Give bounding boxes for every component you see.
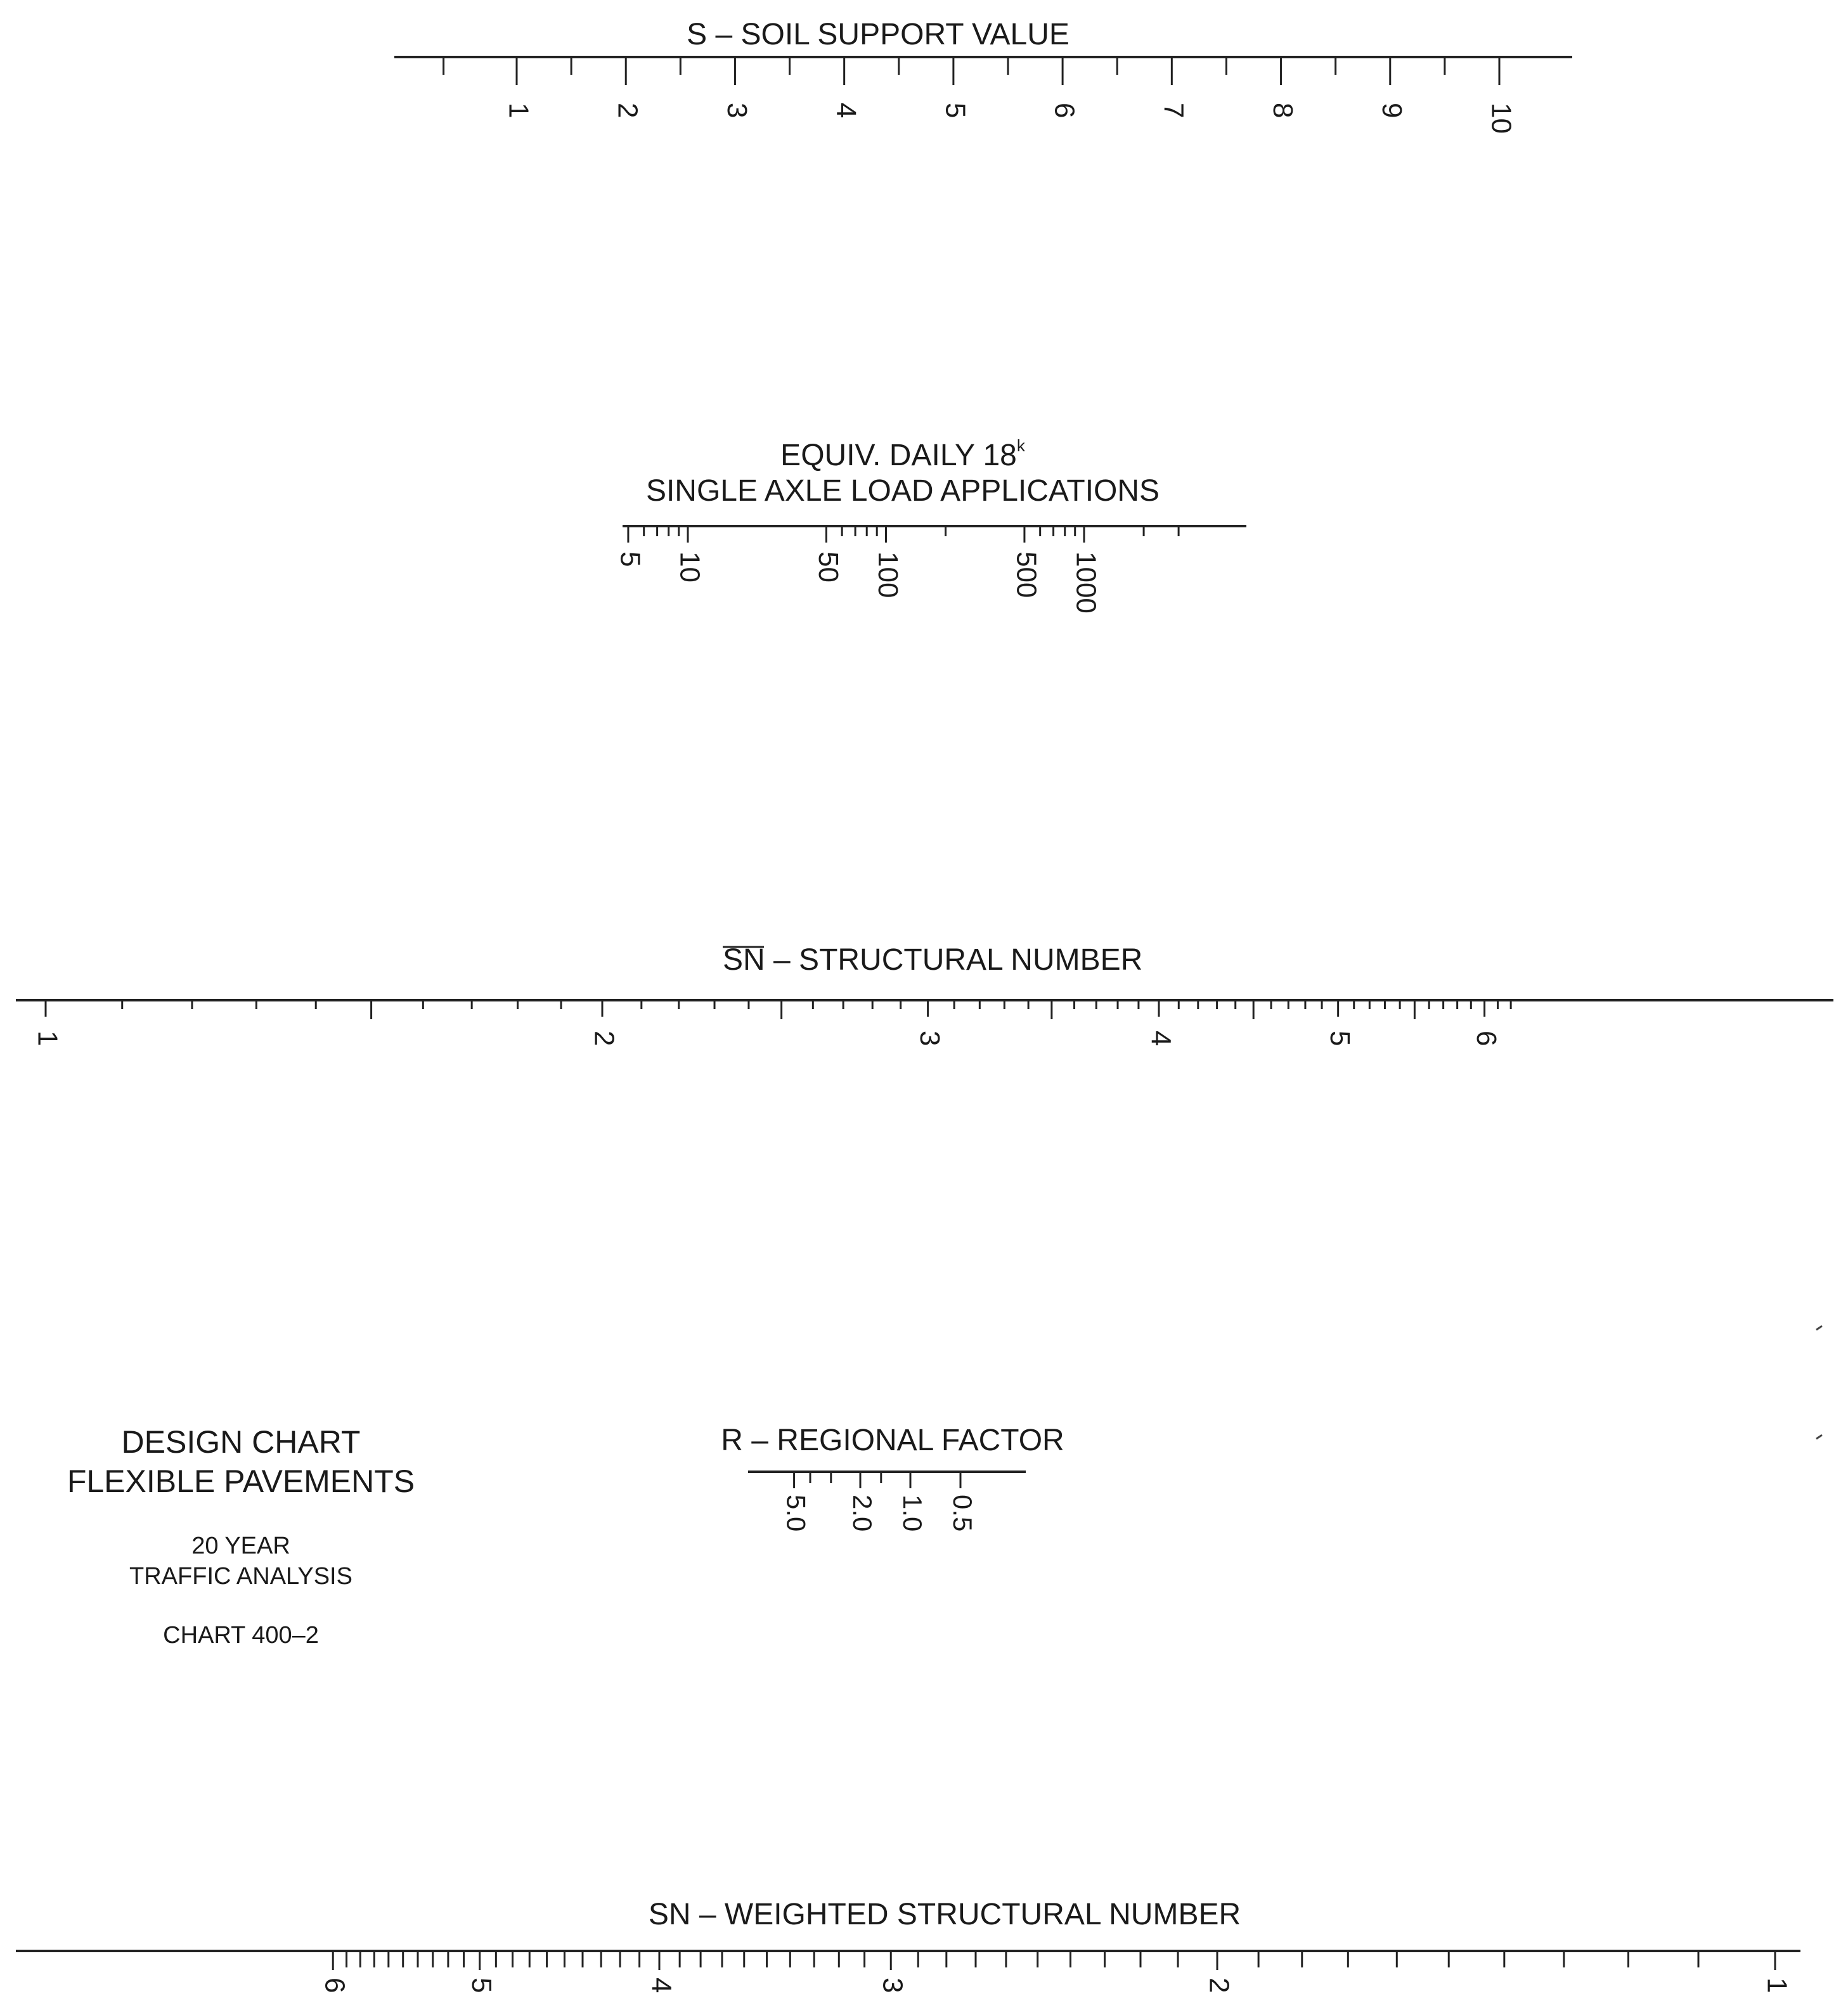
caption-chart-id: CHART 400–2 [163, 1622, 319, 1649]
soil-support-ticks [444, 57, 1517, 134]
structural-number-tick-label: 4 [1145, 1031, 1177, 1046]
weighted-structural-number-scale [16, 1898, 1800, 1993]
weighted-structural-number-tick-label: 2 [1203, 1978, 1235, 1993]
soil-support-scale [394, 18, 1572, 134]
soil-support-tick-label: 9 [1376, 103, 1408, 119]
load-applications-title-main: EQUIV. DAILY 18 [780, 439, 1017, 472]
soil-support-tick-label: 6 [1049, 103, 1080, 119]
load-applications-scale [614, 436, 1246, 614]
weighted-structural-number-ticks [320, 1951, 1793, 1993]
caption-title-line1: DESIGN CHART [121, 1424, 361, 1460]
soil-support-title: S – SOIL SUPPORT VALUE [687, 18, 1069, 51]
structural-number-title-text: – STRUCTURAL NUMBER [765, 943, 1143, 977]
load-applications-tick-label: 1000 [1070, 551, 1102, 614]
regional-factor-scale [721, 1424, 1064, 1531]
weighted-structural-number-tick-label: 4 [645, 1978, 677, 1993]
load-applications-tick-label: 50 [812, 551, 844, 582]
load-applications-title-superscript: k [1016, 436, 1025, 455]
load-applications-tick-label: 100 [872, 551, 903, 598]
load-applications-ticks [614, 526, 1179, 614]
caption-sub-line1: 20 YEAR [191, 1533, 290, 1559]
soil-support-tick-label: 4 [830, 103, 862, 119]
soil-support-tick-label: 1 [503, 103, 534, 119]
load-applications-tick-label: 10 [674, 551, 706, 582]
soil-support-tick-label: 10 [1485, 103, 1517, 134]
load-applications-tick-label: 5 [614, 551, 646, 567]
structural-number-ticks [32, 1000, 1511, 1046]
weighted-structural-number-tick-label: 1 [1761, 1978, 1793, 1993]
stray-mark [1816, 1326, 1822, 1330]
soil-support-tick-label: 5 [940, 103, 971, 119]
structural-number-title [723, 943, 1142, 977]
soil-support-tick-label: 8 [1267, 103, 1298, 119]
structural-number-scale [16, 943, 1833, 1046]
regional-factor-tick-label: 1.0 [897, 1495, 927, 1532]
load-applications-tick-label: 500 [1011, 551, 1042, 598]
structural-number-tick-label: 6 [1470, 1031, 1502, 1046]
caption-sub-line2: TRAFFIC ANALYSIS [129, 1563, 352, 1590]
structural-number-tick-label: 5 [1324, 1031, 1356, 1046]
load-applications-title-line1 [780, 436, 1026, 472]
regional-factor-tick-label: 2.0 [847, 1495, 877, 1532]
weighted-structural-number-tick-label: 6 [319, 1978, 351, 1993]
regional-factor-ticks [781, 1472, 977, 1531]
structural-number-tick-label: 2 [588, 1031, 620, 1046]
weighted-structural-number-tick-label: 5 [466, 1978, 498, 1993]
stray-mark [1816, 1435, 1822, 1439]
load-applications-title-line2: SINGLE AXLE LOAD APPLICATIONS [645, 474, 1160, 508]
soil-support-tick-label: 2 [612, 103, 643, 119]
structural-number-tick-label: 1 [32, 1031, 63, 1046]
structural-number-title-prefix: SN [723, 943, 765, 977]
regional-factor-tick-label: 5.0 [781, 1495, 811, 1532]
caption-title-line2: FLEXIBLE PAVEMENTS [67, 1464, 415, 1499]
regional-factor-tick-label: 0.5 [947, 1495, 978, 1532]
regional-factor-title: R – REGIONAL FACTOR [721, 1424, 1064, 1457]
structural-number-tick-label: 3 [914, 1031, 945, 1046]
weighted-structural-number-title: SN – WEIGHTED STRUCTURAL NUMBER [648, 1898, 1241, 1931]
soil-support-tick-label: 7 [1158, 103, 1189, 119]
weighted-structural-number-tick-label: 3 [877, 1978, 908, 1993]
soil-support-tick-label: 3 [721, 103, 753, 119]
